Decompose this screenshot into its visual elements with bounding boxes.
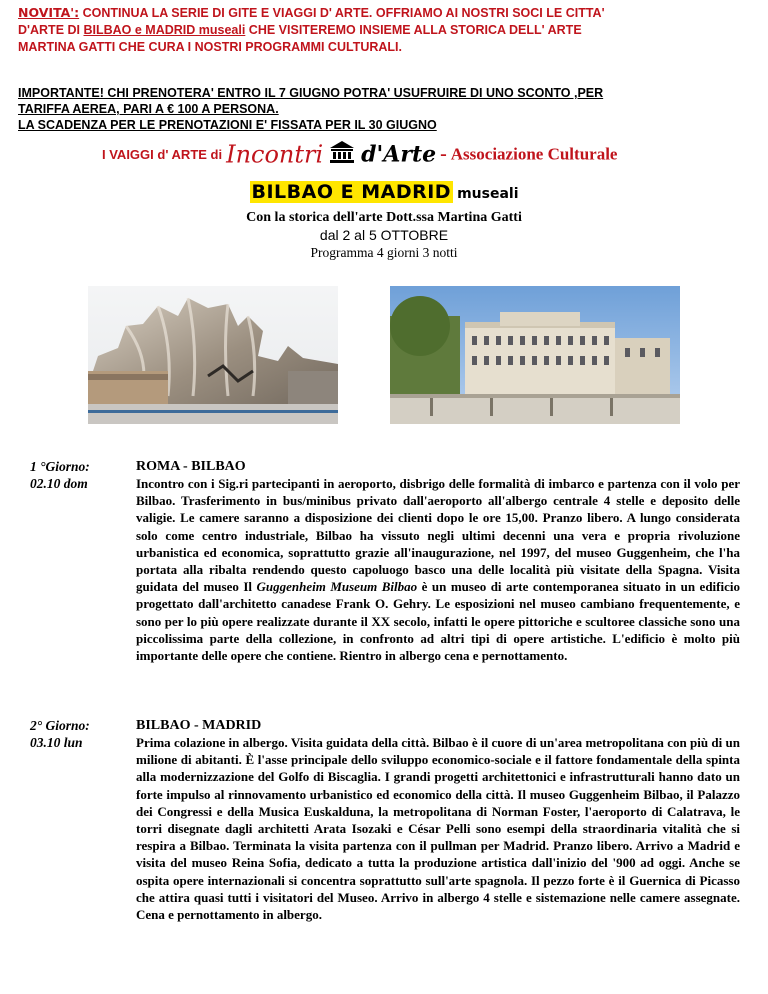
royal-palace-photo — [390, 286, 680, 424]
brand-incontri: Incontri — [226, 140, 324, 169]
notice-line2: D'ARTE DI BILBAO e MADRID museali CHE VISITEREMO INSIEME ALLA STORICA DELL' ARTE — [18, 23, 582, 37]
notice — [18, 4, 758, 56]
day1-description: Incontro con i Sig.ri partecipanti in aeroporto, disbrigo delle formalità di imbarco e partenza con il volo per Bilbao. Trasferimento in bus/minibus privato dall'aeroporto all'albergo centrale 4 stelle e deposito delle valigie. Le camere saranno a disposizione dei clienti dopo le ore 15,00. Pranzo libero. A lungo considerata solo come centro industriale, Bilbao ha vissuto negli ultimi decenni una vera e propria rivoluzione urbanistica ed economica, soprattutto grazie all'inaugurazione, nel 1997, del museo Guggenheim, che l'ha portata alla ribalta rendendo questo capoluogo basco una delle località più visitate della Spagna. Visita guidata del museo Il Guggenheim Museum Bilbao è un museo di arte contemporanea situato in un edificio progettato dall'architetto canadese Frank O. Gehry. Le esposizioni nel museo cambiano frequentemente, e sono per lo più opere realizzate durante il XX secolo, infatti le opere pittoriche e scultoree classiche sono una piccolissima parte della collezione, in confronto ad altri tipi di opere artistiche. L'edificio è molto più importante delle opere che contiene. Rientro in albergo cena e pernottamento. — [136, 476, 740, 664]
novita-label: NOVITA': — [18, 5, 80, 20]
brand-association: Associazione Culturale — [450, 144, 618, 164]
museum-icon — [329, 140, 355, 169]
trip-guide: Con la storica dell'arte Dott.ssa Martina Gatti — [246, 210, 522, 225]
day1-label: 1 °Giorno: — [30, 459, 90, 474]
notice-line1: NOVITA': CONTINUA LA SERIE DI GITE E VIAGGI D' ARTE. OFFRIAMO AI NOSTRI SOCI LE CITTA' — [18, 5, 605, 20]
day2-title: BILBAO - MADRID — [136, 718, 262, 733]
important-notice: IMPORTANTE! CHI PRENOTERA' ENTRO IL 7 GIUGNO POTRA' USUFRUIRE DI UNO SCONTO ,PER TARIFFA AEREA, PARI A € 100 A PERSONA. LA SCADENZA PER LE PRENOTAZIONI E' FISSATA PER IL 30 GIUGNO — [18, 86, 604, 132]
brand-line: I VAIGGI d' ARTE di Incontri d'Arte - Associazione Culturale — [102, 140, 618, 169]
day1-date: 02.10 dom — [30, 476, 88, 491]
bilbao-madrid-link[interactable]: BILBAO e MADRID museali — [83, 23, 246, 37]
guggenheim-photo — [88, 286, 338, 424]
day2-description: Prima colazione in albergo. Visita guidata della città. Bilbao è il cuore di un'area metropolitana con più di un milione di abitanti. È l'asse principale dello sviluppo economico-sociale e il fattore fondamentale della spinta alla modernizzazione del Golfo di Biscaglia. I grandi progetti architettonici e infrastrutturali hanno dato un forte impulso al rinnovamento urbanistico ed economico della città. Il museo Guggenheim Bilbao, il Palazzo dei Congressi e della Musica Euskalduna, la metropolitana di Norman Foster, l'aeroporto di Calatrava, le torri disegnate dagli architetti Arata Isozaki e César Pelli sono esempi della straordinaria vitalità che si respira a Bilbao. Terminata la visita partenza con il pullman per Madrid. Pranzo libero. Arrivo a Madrid e visita del museo Reina Sofia, dedicato a tutta la produzione artistica dall'inizio del '900 ad oggi. Anche se ospita opere internazionali si concentra soprattutto sull'arte spagnola. Il pezzo forte è il Guernica di Picasso che attira quasi tutti i visitatori del Museo. Arrivo in albergo 4 stelle e sistemazione nelle camere assegnate. Cena e pernottamento in albergo. — [136, 735, 740, 923]
trip-program: Programma 4 giorni 3 notti — [310, 245, 458, 260]
trip-title: BILBAO E MADRID museali — [251, 181, 519, 203]
notice-line3: MARTINA GATTI CHE CURA I NOSTRI PROGRAMMI CULTURALI. — [18, 40, 402, 54]
day2-label: 2° Giorno: — [30, 718, 90, 733]
trip-dates: dal 2 al 5 OTTOBRE — [319, 227, 449, 243]
brand-arte: d'Arte — [361, 141, 437, 168]
day1-title: ROMA - BILBAO — [136, 459, 246, 474]
day2-date: 03.10 lun — [30, 735, 83, 750]
